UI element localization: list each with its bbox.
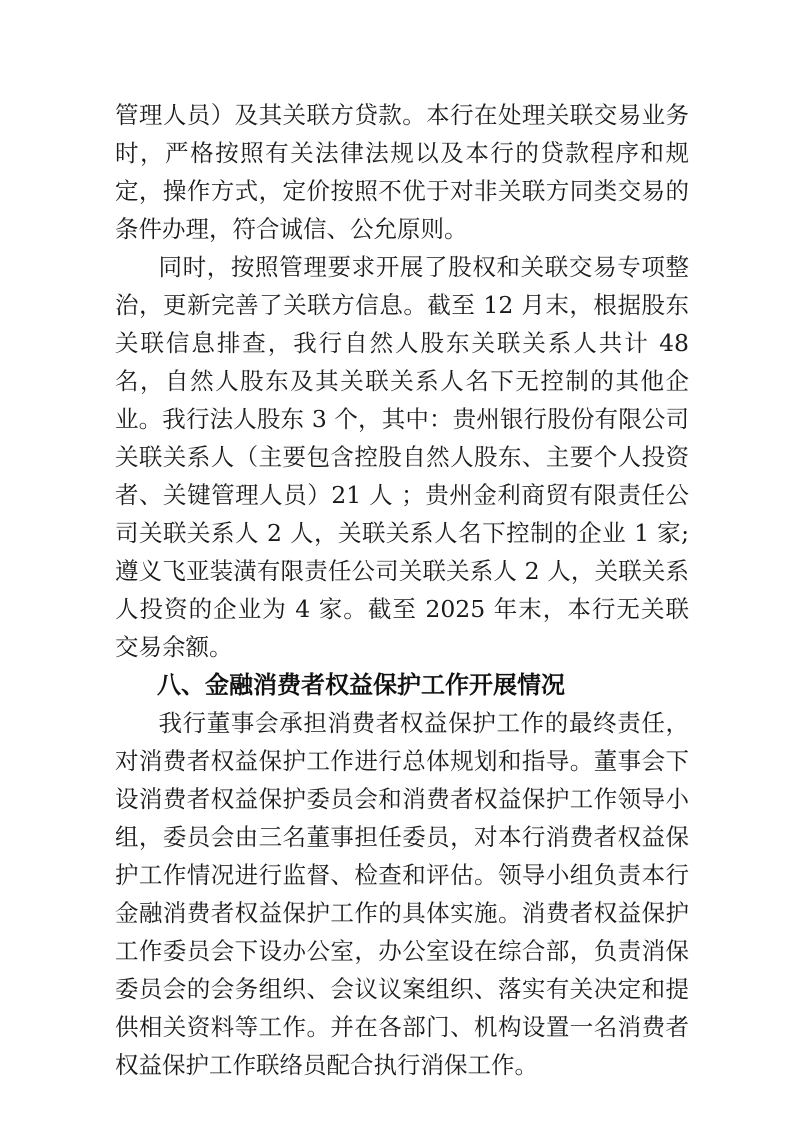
paragraph-related-party-inspection: 同时，按照管理要求开展了股权和关联交易专项整治，更新完善了关联方信息。截至 12 月末，根据股东关联信息排查，我行自然人股东关联关系人共计 48 名，自然人股东及其关联关系人名下无控制的其他企业。我行法人股东 3 个，其中：贵州银行股份有限公司关联关系人（主要包含控股自然人股东、主要个人投资者、关键管理人员）21 人 ；贵州金利商贸有限责任公司关联关系人 2 人，关联关系人名下控制的企业 1 家;遵义飞亚装潢有限责任公司关联关系人 2 人，关联关系人投资的企业为 4 家。截至 2025 年末，本行无关联交易余额。 (115, 253, 689, 661)
section-heading-consumer-protection: 八、金融消费者权益保护工作开展情况 (157, 671, 565, 699)
paragraph-related-party-transactions: 管理人员）及其关联方贷款。本行在处理关联交易业务时，严格按照有关法律法规以及本行的贷款程序和规定，操作方式，定价按照不优于对非关联方同类交易的条件办理，符合诚信、公允原则。 (115, 101, 689, 243)
paragraph-consumer-protection-work: 我行董事会承担消费者权益保护工作的最终责任，对消费者权益保护工作进行总体规划和指导。董事会下设消费者权益保护委员会和消费者权益保护工作领导小组，委员会由三名董事担任委员，对本行消费者权益保护工作情况进行监督、检查和评估。领导小组负责本行金融消费者权益保护工作的具体实施。消费者权益保护工作委员会下设办公室，办公室设在综合部，负责消保委员会的会务组织、会议议案组织、落实有关决定和提供相关资料等工作。并在各部门、机构设置一名消费者权益保护工作联络员配合执行消保工作。 (115, 709, 689, 1079)
document-body (115, 96, 689, 1084)
